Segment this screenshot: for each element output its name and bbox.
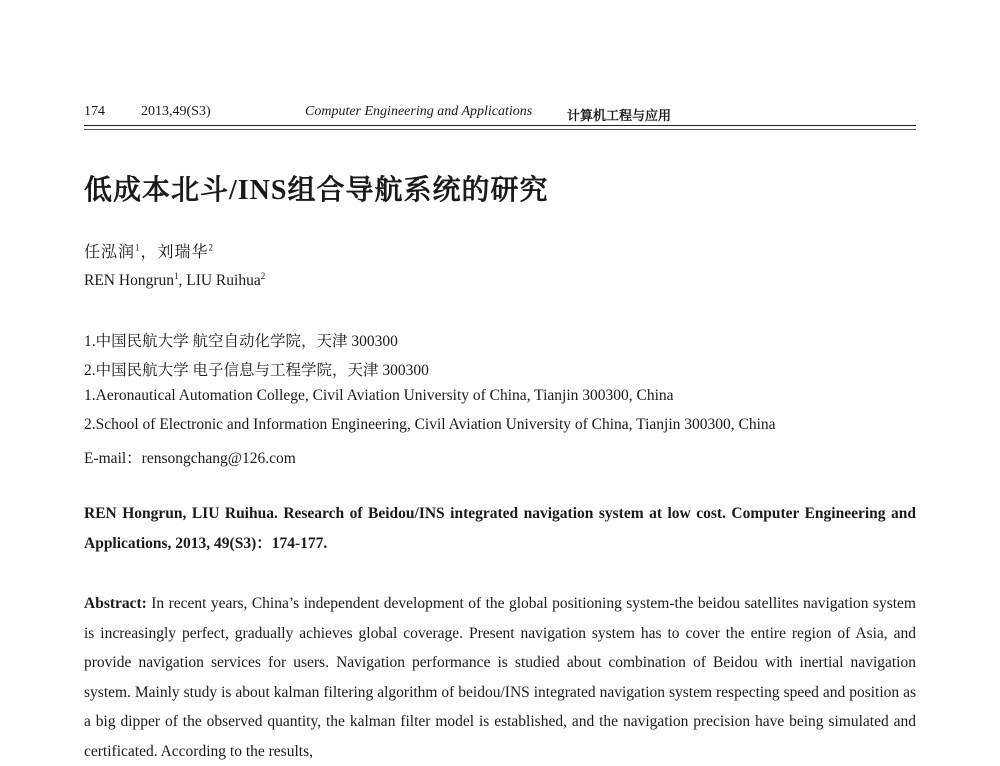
header-rule-thin [84, 129, 916, 130]
citation: REN Hongrun, LIU Ruihua. Research of Beidou/INS integrated navigation system at low cost. Computer Engineering and Applications, 2013, 49(S3)：174-177. [84, 505, 916, 552]
affiliation-2-en: 2.School of Electronic and Information Engineering, Civil Aviation University of China, Tianjin 300300, China [84, 416, 776, 433]
paper-title: 低成本北斗/INS组合导航系统的研究 [84, 175, 549, 206]
affiliation-1-cn: 1.中国民航大学 航空自动化学院，天津 300300 [84, 333, 398, 350]
author-2-en: LIU Ruihua [186, 272, 261, 289]
email: E-mail：rensongchang@126.com [84, 450, 296, 467]
issue-info: 2013,49(S3) [141, 104, 211, 119]
author-1-en-affil: 1 [173, 270, 179, 281]
author-2-cn: 刘瑞华 [157, 244, 209, 261]
page-number: 174 [84, 104, 105, 119]
authors-chinese [84, 239, 214, 262]
journal-name-cn: 计算机工程与应用 [567, 109, 672, 124]
author-sep-cn: ， [140, 244, 158, 261]
journal-name-en: Computer Engineering and Applications [305, 104, 533, 119]
abstract-text: In recent years, China’s independent development of the global positioning system-the beidou satellites navigation system is increasingly perfect, gradually achieves global coverage. Present navigation system has to cover the entire region of Asia, and provide navigation services for users. Navigation performance is studied about combination of Beidou with inertial navigation system. Mainly study is about kalman filtering algorithm of beidou/INS integrated navigation system respecting speed and position as a big dipper of the observed quantity, the kalman filter model is established, and the navigation precision have being simulated and certificated. According to the results, [84, 595, 916, 760]
affiliation-1-en: 1.Aeronautical Automation College, Civil Aviation University of China, Tianjin 300300, China [84, 387, 674, 404]
author-1-cn: 任泓润 [84, 244, 136, 261]
author-2-cn-affil: 2 [208, 242, 215, 253]
author-1-en: REN Hongrun [84, 272, 174, 289]
author-sep-en: , [178, 272, 187, 289]
affiliation-2-cn: 2.中国民航大学 电子信息与工程学院，天津 300300 [84, 362, 429, 379]
header-rule [84, 125, 916, 126]
authors-english [84, 272, 265, 290]
abstract [84, 589, 916, 766]
author-2-en-affil: 2 [260, 270, 266, 281]
abstract-label: Abstract: [84, 595, 147, 612]
author-1-cn-affil: 1 [135, 242, 141, 253]
